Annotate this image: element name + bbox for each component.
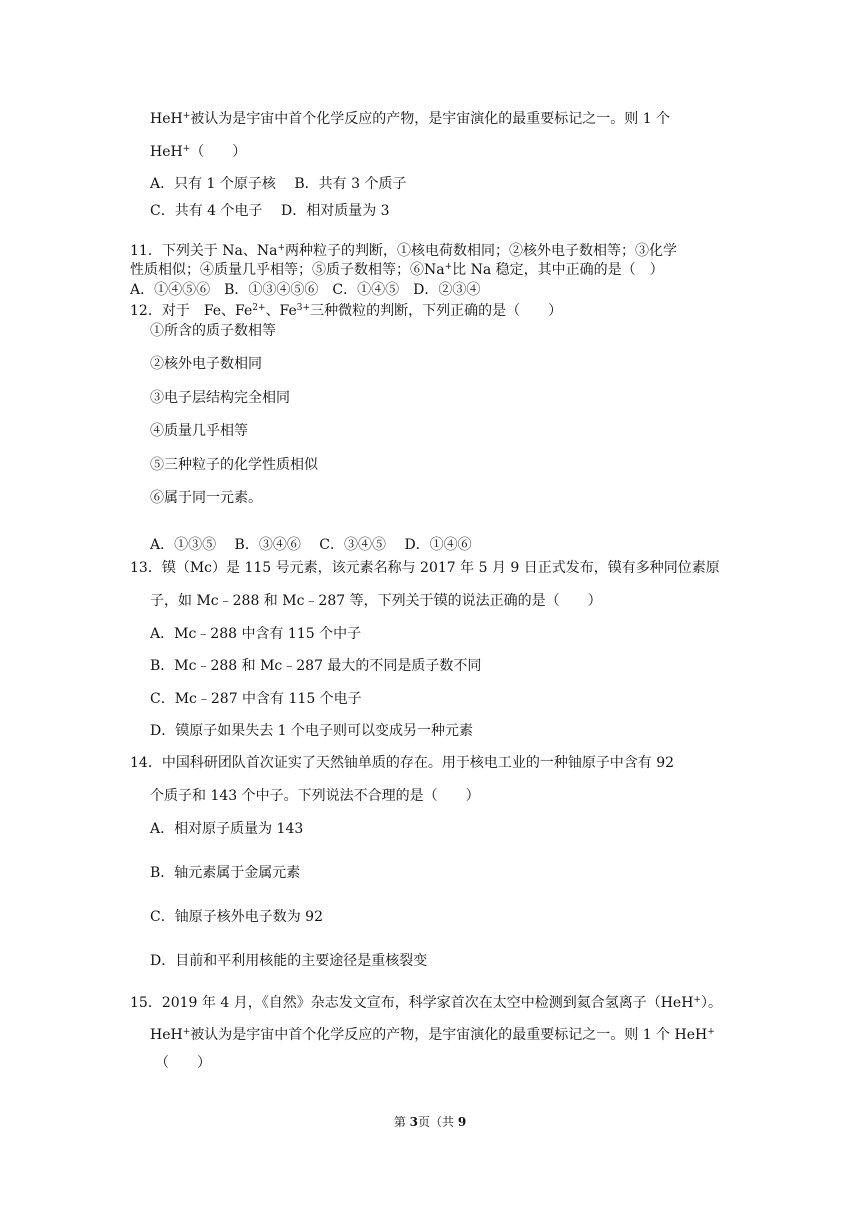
intro-line-1: HeH+被认为是宇宙中首个化学反应的产物，是宇宙演化的最重要标记之一。则 1 个 bbox=[150, 111, 671, 127]
q11-options: A．①④⑤⑥ B．①③④⑤⑥ C．①④⑤ D．②③④ bbox=[130, 282, 481, 298]
q14-stem-line-2: 个质子和 143 个中子。下列说法不合理的是（ ） bbox=[150, 788, 480, 804]
q13-option-d: D．镆原子如果失去 1 个电子则可以变成另一种元素 bbox=[150, 723, 474, 739]
q14-option-b: B．轴元素属于金属元素 bbox=[150, 865, 301, 881]
q12-item-3: ③电子层结构完全相同 bbox=[150, 390, 290, 406]
q14-stem-line-1: 14．中国科研团队首次证实了天然铀单质的存在。用于核电工业的一种铀原子中含有 92 bbox=[130, 755, 675, 771]
q14-option-d: D．目前和平利用核能的主要途径是重核裂变 bbox=[150, 953, 428, 969]
page-footer: 第 3页（共 9 bbox=[393, 1115, 467, 1129]
q12-item-4: ④质量几乎相等 bbox=[150, 423, 248, 439]
q14-option-c: C．铀原子核外电子数为 92 bbox=[150, 909, 323, 925]
q13-option-c: C．Mc﹣287 中含有 115 个电子 bbox=[150, 691, 362, 707]
page-total: 9 bbox=[457, 1115, 467, 1129]
intro-option-b: B．共有 3 个质子 bbox=[294, 176, 407, 192]
q12-stem: 12．对于 Fe、$Fe^{2+}$、$Fe^{3+}$三种微粒的判断，下列正确的是（ ） bbox=[130, 303, 563, 319]
q12-item-5: ⑤三种粒子的化学性质相似 bbox=[150, 457, 318, 473]
q11-stem-line-2: 性质相似；④质量几乎相等；⑤质子数相等；⑥Na+比 Na 稳定，其中正确的是（ ） bbox=[130, 262, 664, 278]
q13-option-b: B．Mc﹣288 和 Mc﹣287 最大的不同是质子数不同 bbox=[150, 658, 482, 674]
page-number: 3 bbox=[409, 1115, 418, 1129]
intro-option-c: C．共有 4 个电子 bbox=[150, 203, 263, 219]
intro-option-a: A．只有 1 个原子核 bbox=[150, 176, 276, 192]
q13-option-a: A．Mc﹣288 中含有 115 个中子 bbox=[150, 626, 362, 642]
intro-option-row-2 bbox=[150, 202, 390, 220]
q15-stem-line-1: 15．2019 年 4 月，《自然》杂志发文宣布，科学家首次在太空中检测到氦合氢离子（HeH+）。 bbox=[130, 995, 722, 1011]
q15-stem-line-2: HeH+被认为是宇宙中首个化学反应的产物，是宇宙演化的最重要标记之一。则 1 个 HeH+ bbox=[150, 1027, 715, 1043]
q13-stem-line-1: 13．镆（Mc）是 115 号元素，该元素名称与 2017 年 5 月 9 日正式发布，镆有多种同位素原 bbox=[130, 560, 720, 576]
q15-stem-line-3: （ ） bbox=[155, 1055, 211, 1071]
q12-item-2: ②核外电子数相同 bbox=[150, 356, 262, 372]
intro-line-2: HeH+（ ） bbox=[150, 144, 247, 160]
q11-stem-line-1: 11．下列关于 Na、Na+两种粒子的判断，①核电荷数相同；②核外电子数相等；③化学 bbox=[130, 243, 678, 259]
intro-option-d: D．相对质量为 3 bbox=[280, 203, 390, 219]
intro-option-row-1 bbox=[150, 175, 406, 193]
q12-options: A．①③⑤ B．③④⑥ C．③④⑤ D．①④⑥ bbox=[150, 537, 472, 553]
q12-item-6: ⑥属于同一元素。 bbox=[150, 490, 262, 506]
q13-stem-line-2: 子，如 Mc﹣288 和 Mc﹣287 等，下列关于镆的说法正确的是（ ） bbox=[150, 593, 602, 609]
q14-option-a: A．相对原子质量为 143 bbox=[150, 821, 304, 837]
q12-item-1: ①所含的质子数相等 bbox=[150, 323, 276, 339]
